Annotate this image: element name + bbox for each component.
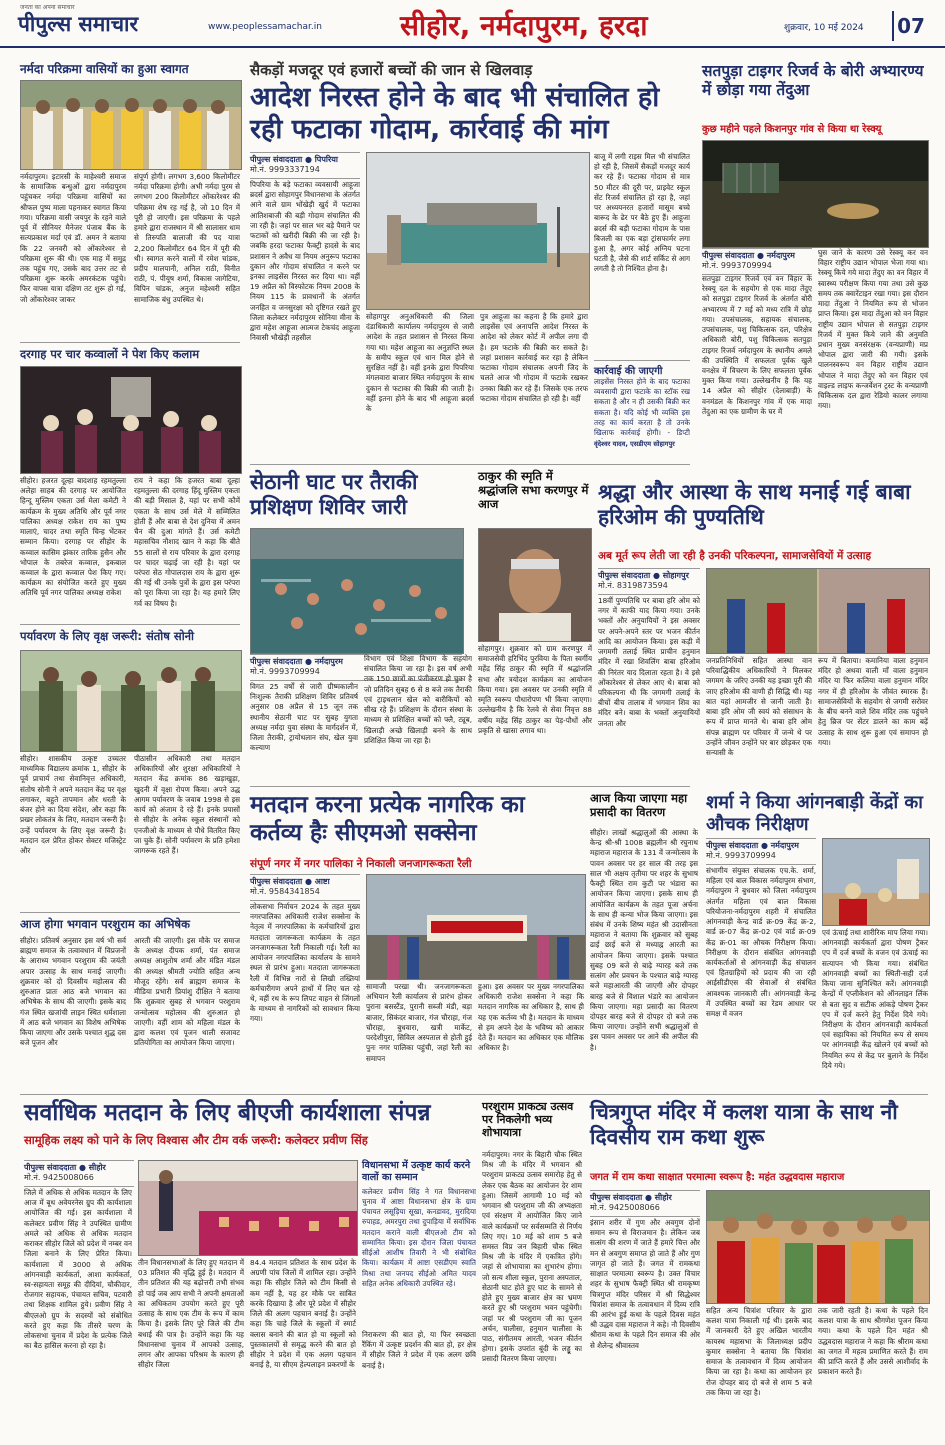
mobile-number: मो.नं. 9993709994 [702,261,772,271]
newspaper-logo: पीपुल्स समाचार [18,12,139,36]
felicitation-text: कलेक्टर प्रवीण सिंह ने गत विधानसभा चुनाव में आष्टा विधानसभा क्षेत्र के ग्राम पंचायत लसूड़िया सूखा, कनडावद, मुरादिया रुपाहड, अमरपुरा तथा दुपाड़िया में सर्वाधिक मतदान कराने वाली बीएलओ टीम को सम्मानित किया। इस दौरान जिला पंचायत सीईओ आशीष तिवारी ने भी संबोधित किया। कार्यक्रम में आष्टा एसडीएम स्वाति मिश्रा तथा जनपद सीईओ अमित यादव सहित अनेक अधिकारी उपस्थित रहे। [362,1186,476,1288]
narmada-body [20,172,240,338]
firecracker-photo-caption: सोहागपुर अनुअधिकारी की जिला दंडाधिकारी कार्यालय नर्मदापुरम से जारी आदेश के तहत प्रशासन से निरस्त किया गया था। महेश आहूजा का अनुज्ञप्ति स्थल के समीप स्कूल एवं धान मिल होने से सुरक्षित नहीं है। वहीं इनके द्वारा पिपरिया मंगलवारा बाजार स्थित नर्मदापुरम के साथ दुकान से फटाका की बिक्री की जाती है। वहीं इतना होने के बाद भी आहूजा ब्रदर्स के [366,312,474,413]
photo-tree-planting [20,650,242,752]
satpura-headline: सतपुड़ा टाइगर रिजर्व के बोरी अभ्यारण्य में छोड़ा गया तेंदुआ [702,62,924,99]
divider [20,912,240,913]
satpura-byline [702,248,812,275]
bjp-body-1: जिले में अधिक से अधिक मतदान के लिए आज में बूथ अवेयरनेस ग्रुप की कार्यशाला आयोजित की गई। इस कार्यशाला में कलेक्टर प्रवीण सिंह ने उपस्थित ग्रामीण अमले को अधिक से अधिक मतदान कराकर सीहोर जिले को प्रदेश में नम्बर वन जिला बनाने के लिए प्रेरित किया। कार्यशाला में 3000 से अधिक आंगनवाड़ी कार्यकर्ता, आशा कार्यकर्ता, स्व-सहायता समूह की दीदियां, चौकीदार, रोजगार सहायक, पंचायत सचिव, पटवारी तथा शिक्षक शामिल हुये। प्रवीण सिंह ने बीएलओ ग्रुप के सदस्यों को संबोधित करते हुए कहा कि तीसरे चरण के लोकसभा चुनाव में प्रदेश के प्रत्येक जिले का बैठ हासिल करना हो रहा है। [24,1188,132,1351]
divider [20,624,240,625]
headline: ठाकुर की स्मृति में श्रद्धांजलि सभा करणपुर में आज [478,469,589,511]
environment-story [20,630,240,644]
headline: परशुराम प्राकट्य उत्सव पर निकलेगी भव्य शोभायात्रा [482,1100,574,1140]
parshuram-event-story [20,918,240,932]
voting-body-3: हुआ। इस अवसर पर मुख्य नगरपालिका अधिकारी राजेश सक्सेना ने कहा कि मतदान नागरिक का अधिकार है, साथ ही यह एक कर्तव्य भी है। मतदान के माध्यम से हम अपने देश के भविष्य को आकार देते हैं। मतदान का अधिकार एक मौलिक अधिकार है। [478,982,584,1053]
byline-text: पीपुल्स संवाददाता ● आष्टा [250,877,330,886]
section-title: सीहोर, नर्मदापुरम, हरदा [400,9,648,42]
action-box [594,360,690,461]
mobile-number: मो.नं. 9993337194 [250,165,320,175]
baba-headline: श्रद्धा और आस्था के साथ मनाई गई बाबा हरिओम की पुण्यतिथि [598,480,911,530]
byline-text: पीपुल्स संवाददाता ● पिपरिया [250,155,338,164]
firecracker-body-2: पुत्र आहूजा का कहना है कि हमारे द्वारा लाइसेंस एवं अनापत्ति आदेश निरस्त के आदेश को लेकर कोर्ट में अपील लगा दी है। हम फटाके की बिक्री कर सकते है। जहां प्रशासन कार्रवाई कर रहा है लेकिन फटाका गोदाम संचालक अपनी जिद के चलते आज भी गोदाम में फटाके रखकर उनका बिक्री कर रहे हैं। जिसके एक तरफ फटाका गोदाम संचालित हो रही है। वहीं [480,312,588,403]
paragraph: पीठासीन अधिकारी तथा मतदान अधिकारियों और शुरक्षा अधिकारियों ने मतदान केंद्र क्रमांक 86 खड़ाखुड़ा, खुदनी में वृक्षा रोपण किया। अपने उद्ध आगम पर्यावरण के जवाब 1998 से इस कार्य को अंजाम दे रहे हैं। इनके प्रयासों से सीहोर के अनेक स्कूल संस्थानों को एनजीओ के माध्यम से पौधे वितरित किए जा चुके हैं। सोनी पर्यावरण के प्रति हमेशा जागरूक रहते हैं। [134,754,240,855]
paragraph: संपूर्ण होगी। लगभग 3,600 किलोमीटर नर्मदा परिक्रमा होगी। अभी नर्मदा पुरम से लगभग 200 किलोमीटर ओंकारेश्वर की परिक्रमा शेष रह गई है, जो 10 दिन में पूरी हो जाएगी। इस परिक्रमा के पहले हमारे द्वारा राजस्थान में श्री सालासर धाम से तिरुपति बालाजी की पद यात्रा 2,200 किलोमीटर 64 दिन में पूरी की थी। स्वागत करने वालों में रमेश चांडक, प्रदीप मालपानी, अनिल राठी, विनीत राठी, पं. पीयूष शर्मा, विकास जागेटिया, विपिन चांडक, अनुज महेश्वरी सहित सामाजिक बंधु उपस्थित थे। [134,172,240,304]
page-number: 07 [892,11,928,41]
narmada-story [20,62,240,76]
divider [250,786,690,787]
photo-dargah [20,366,242,474]
firecracker-body-3: बाजू में लगी राइस मिल भी संचालित हो रही है, जिसमें सैकड़ों मजदूर कार्य कर रहे हैं। फटाका गोदाम से मात्र 50 मीटर की दूरी पर, प्राइवेट स्कूल सेंट रिजर्व संचालित हो रहा है, जहां पर अध्ययनरत हजारों मासूम बच्चे बारूद के ढेर पर बैठे हुए हैं। आहूजा ब्रदर्स की बड़ी फटाका गोदाम के पास बिजली का एक बड़ा ट्रांसफार्मर लगा हुआ है, अगर कोई अग्निय घटना घटती है, जैसे की शार्ट सर्किट से आग लगती है तो निश्चित होना है। [594,152,690,274]
bjp-body-4: निराकरण की बात हो, या फिर स्वच्छता रैंकिंग में उत्कृष्ट प्रदर्शन की बात हो, हर क्षेत्र में सीहोर जिले ने प्रदेश में एक अलग छवि बनाई है। [362,1330,476,1370]
baba-body-3: रूप में बिताया। कमानिया वाला हनुमान मंदिर हो अथवा वाली माँ वाला हनुमान मंदिर या फिर कलिया वाला हनुमान मंदिर नगर में ही हरिओम के जीवंत स्मारक हैं। सामाजसेवियों के सहयोग से जगमी सरोवर के बीच बनने वाले शिव मंदिर तक पहुंचने हेतु ब्रिज पर सेंटर डालने का काम बढ़ें उत्साह के साथ शुरू हुआ एवं समापन हो गया। [818,656,928,747]
action-box-title: कार्रवाई की जाएगी [594,366,663,377]
mobile-number: मो.नं. 9993709994 [706,851,776,861]
byline-text: पीपुल्स संवाददाता ● नर्मदापुरम [706,841,799,850]
paragraph: सीहोर। हजरत दूल्हा बादशाह रहमतुल्ला अलेहा साहब की दरगाह पर आयोजित हिन्दू मुस्लिम एकता उर्स मेला कमेटी ने कार्यक्रम के मुख्य अतिथि और पूर्व नगर पालिका अध्यक्ष राकेश राय का पुष्प मालाएं, चादर तथा स्मृति चिन्ह भेंटकर सम्मान किया। दरगाह पर सीहोर के कव्वाल कासिम झंकार तारिक हुसैन और भोपाल के तबरेज कव्वाल, इकबाल कव्वाल के द्वारा कव्वाल पेश किए गए। कार्यक्रम का संयोजित करते हुए मुख्य अतिथि पूर्व नगर पालिका अध्यक्ष राकेश [20,476,126,598]
headline: नर्मदा परिक्रमा वासियों का हुआ स्वागत [20,62,189,76]
paragraph: आरती की जाएगी। इस मौके पर समाज के अध्यक्ष दीपक शर्मा, पंत समाज अध्यक्ष आशुतोष शर्मा और मंडित मंडल की अध्यक्ष श्रीमती ज्योति सहित अन्य मौजूद रहेंगे। सर्व ब्राह्मण समाज के मीडिया प्रभारी प्रियांशु दीक्षित ने बताया कि शुक्रवार सुबह से भगवान परशुराम जन्मोत्सव महोत्सव की शुरुआत हो जाएगी। वहीं शाम को महिला मंडल के द्वारा कलश एवं पूजन थाली सजावट प्रतियोगिता का आयोजन किया जाएगा। [134,936,240,1048]
firecracker-kicker: सैकड़ों मजदूर एवं हजारों बच्चों की जान से खिलवाड़ [250,61,533,79]
headline: पर्यावरण के लिए वृक्ष जरूरी: संतोष सोनी [20,629,195,643]
photo-workshop [138,1160,358,1256]
chitragupta-byline [590,1190,700,1217]
bjp-body-2: तीन विधानसभाओं के लिए हुए मतदान में 03 प्रतिशत की वृद्धि हुई है। मतदान में तीन प्रतिशत की यह बढ़ोत्तरी तभी संभव हो पाई जब आप सभी ने अपनी क्षमताओं का अधिकतम उपयोग करते हुए पूरी उत्साह के साथ एक टीम के रूप में काम किया है। इसके लिए पूरे जिले की टीम बधाई की पात्र है। उन्होंने कहा कि यह विधानसभा चुनाव में आपको उत्साह, लगन और आपका परिश्रम के कारण ही सीहोर जिला [138,1258,244,1370]
mahaprasadi-headline: आज किया जाएगा महा प्रसादी का वितरण [590,791,688,819]
chitragupta-body-2: सहित अन्य चित्रांश परिवार के द्वारा कलश यात्रा निकाली गई थी। इसके बाद में जानकारी देते हुए अखिल भारतीय कायस्थ महासभा के जिलाध्यक्ष प्रदीप कुमार सक्सेना ने बताया कि चित्रांश समाज के तत्वावधान में दिव्य आयोजन किया जा रहा है। कथा का आयोजन हर रोज दोपहर बाद दो बजे से शाम 5 बजे तक किया जा रहा है। [706,1306,812,1397]
dargah-story [20,348,240,362]
bjp-body-3: 84.4 मतदान प्रतिशत के साथ प्रदेश के अग्रणी पांच जिलों में शामिल रहा। उन्होंने कहा कि सीहोर जिले को टीम किसी से कम नहीं है, यह हर मौके पर साबित करके दिखाया है और पूरे प्रदेश में सीहोर जिले की अलग पहचान बनाई है। उन्होंने कहा कि चाहे जिले के स्कूलों में स्मार्ट क्लास बनाने की बात हो या स्कूलों को पुस्तकालयों से समृद्ध करने की बात हो सीहोर ने प्रदेश में एक अलग पहचान बनाई है, या सीएम हेल्पलाइन प्रकरणों के [250,1258,356,1370]
thakur-story [478,470,592,511]
chitragupta-body-3: तक जारी रहती है। कथा के पहले दिन कलश यात्रा के साथ श्रीगणेश पूजन किया गया। कथा के पहले दिन महंत श्री उद्धवदास महाराज ने कहा कि श्रीराम कथा का जगत में महत्व प्रमाणित करते हैं। राम की प्राप्ति करते हैं और उससे आशीर्वाद के प्रकाशन करते हैं। [818,1306,928,1377]
photo-inspection [822,838,930,926]
parshuram-yatra-body: नर्मदापुरम। नगर के बिहारी चौक स्थित मिश्र जी के मंदिर में भगवान श्री परशुराम प्राकट्य उत्सव समारोह हेतु से लेकर एक बैठक का आयोजन देर शाम हुआ। जिसमें आगामी 10 मई को भगवान श्री परशुराम जी की अभ्यक्षता एवं संरक्षण में आयोजित किए जाने वाले कार्यक्रमों पर सर्वसम्मति से निर्णय लिए गए। 10 मई को शाम 5 बजे समस्त विप्र जन बिहारी चौक स्थित मिश्र जी के मंदिर में एकत्रित होंगे। जहां से शोभायात्रा का शुभारंभ होगा। जो सत्य शीला स्कूल, पुराना अस्पताल, सेठानी घाट होते हुए घाट के सामने से होते हुए मुख्य बाजार क्षेत्र का भ्रमण करते हुए श्री परशुराम भवन पहुंचेगी। जहां पर श्री परशुराम जी का पूजन अर्चन, चालीसा, हनुमान चालीसा के पाठ, संगीतमय आरती, भजन कीर्तन होगा। इसके उपरांत बूंदी के लड्डू का प्रसादी वितरण किया जाएगा। [482,1150,582,1364]
photo-portrait [478,528,592,642]
paragraph: राय ने कहा कि हजरत बाबा दूल्हा रहमतुल्ला की दरगाह हिंदू मुस्लिम एकता की बड़ी मिसाल है, यहां पर सभी कौमें एकता के साथ उर्स मेले में सम्मिलित होती हैं और बाबा से देश दुनिया में अमन चैन की दुआ मांगते हैं। उर्स कमेटी महासचिव नौशाद खान ने कहा कि बीते 55 सालों से राय परिवार के द्वारा दरगाह पर चादर चढ़ाई जा रही है। यहां पर परंपरा सेठ गोपालदास राय के द्वारा शुरू की गई थी उनके पुत्रों के द्वारा इस परंपरा को पूरा किया जा रहा है। यह हमारे लिए गर्व का विषय है। [134,476,240,608]
website: www.peoplessamachar.in [208,22,322,32]
byline-text: पीपुल्स संवाददाता ● सीहोर [590,1193,672,1202]
environment-body [20,754,240,908]
mobile-number: मो.नं. 9425008066 [24,1173,94,1183]
paragraph: नर्मदापुरम। इटारसी के माहेश्वरी समाज के सामाजिक बन्धुओं द्वारा नर्मदापुरम पहुंचकर नर्मदा परिक्रमा वासियों का श्रीफल पुष्प माला पहनाकर स्वागत किया गया। परिक्रमा वासी जयपुर के रहने वाले पूर्व में सीनियर मैनेजर पंजाब बैंक के सत्यप्रकाश मर्दा एवं डॉ. अमन ने बताया कि 22 जनवरी को ओंकारेश्वर से परिक्रमा शुरू की थी। एक माह में समुद्र तक पहुंच गए, उसके बाद उत्तर तट से परिक्रमा शुरू करके अमरकंटक पहुंचे। फिर वापस यात्रा दक्षिण तट शुरू हो गई, जो ओंकारेश्वर जाकर [20,172,126,304]
baba-subhead: अब मूर्त रूप लेती जा रही है उनकी परिकल्पना, सामाजसेवियों में उत्साह [598,550,872,562]
paragraph: सीहोर। शासकीय उत्कृष्ट उच्चतर माध्यमिक विद्यालय क्रमांक 1, सीहोर के पूर्व प्राचार्य तथा सेवानिवृत्त अधिकारी, संतोष सोनी ने अपने मतदान केंद्र पर वृक्ष लगाकर, बहुते तापमान और धरती के बंजर होने का दिया संदेश, और कहा कि प्रखर लोकतंत्र के लिए, मतदान जरूरी है। उन्हें पर्यावरण के लिए वृक्ष जरूरी है। मतदान दल प्रेरित होकर सेक्टर मजिस्ट्रेट और [20,754,126,855]
paragraph: सीहोर। प्रतिवर्ष अनुसार इस वर्ष भी सर्व ब्राह्मण समाज के तत्वावधान में विप्रजनों के आराध्य भगवान परशुराम की जयंती अपार उत्साह के साथ मनाई जाएगी। शुक्रवार को दो दिवसीय महोत्सव की शुरुआत प्रातः आठ बजे भगवान का अभिषेक के साथ की जाएगी। इसके बाद गंज स्थित खजांची लाइन स्थित धर्मशाला में आठ बजे भगवान का विशेष अभिषेक किया जाएगा और उसके पश्चात शुद्ध दस बजे पूजन और [20,936,126,1048]
baba-body-1: 18वीं पुण्यतिथि पर बाबा हरि ओम को नगर में काफी याद किया गया। उनके भक्तों और अनुयायियों ने इस अवसर पर अपने-अपने स्तर पर भजन कीर्तन आदि का आयोजन किया। इस कड़ी में जगमगी तलाई स्थित प्राचीन हनुमान मंदिर में रखा शिवलिंग बाबा हरिओम की निरंतर याद दिलाता रहता है। वे इसे ओंकारेश्वर से लेकर आए थे। बाबा को परिकल्पना थी कि जगमगी तलाई के बीचों बीच तालाब में भगवान शिव का मंदिर बने। बाबा के भक्तों अनुयायियों जनता और [598,596,700,728]
divider [20,1094,928,1095]
firecracker-headline: आदेश निरस्त होने के बाद भी संचालित हो रही फटाका गोदाम, कार्रवाई की मांग [250,82,660,146]
aanganwadi-body-2: एवं ऊंचाई तथा शारीरिक माप लिया गया। आंगनवाड़ी कार्यकर्ता द्वारा पोषण ट्रैकर एप में दर्ज बच्चों के वजन एवं ऊंचाई का सत्यापन भी किया गया। संबंधित आंगनवाड़ी बच्चों का स्थिती-सही दर्ज किया जाना सुनिश्चित करें। आंगनवाड़ी केन्द्रों में एप्लीकेशन को ऑनलाइन लिंक से बता सुद व सटीक आंकड़े पोषण ट्रैकर एप में दर्ज करने हेतु निर्देश दिये गये। निरीक्षण के दौरान आंगनवाड़ी कार्यकर्ता एवं सहायिका को नियमित रूप से समय पर आंगनवाड़ी केंद्र खोलने एवं बच्चों को नियमित रूप से केंद्र पर बुलाने के निर्देश दिये गये। [822,928,928,1070]
mobile-number: मो.नं. 9993709994 [250,667,320,677]
aanganwadi-body-1: संभागीय संयुक्त संचालक एच.के. शर्मा, महिला एवं बाल विकास नर्मदापुरम संभाग, नर्मदापुरम ने बुधवार को जिला नर्मदापुरम अंतर्गत महिला एवं बाल विकास परियोजना-नर्मदापुरम शहरी में संचालित आंगनवाड़ी केन्द्र वार्ड क्र-09 केंद्र क्र-2, वार्ड क्र-07 केंद्र क्र-02 एवं वार्ड क्र-09 केंद्र क्र-01 का औचक निरीक्षण किया। निरीक्षण के दौरान संबंधित आंगनवाड़ी कार्यकर्ताओं से आंगनवाड़ी केंद्र संचालन एवं हितग्राहियों को प्रदाय की जा रही आईसीडीएस की सेवाओं से संबंधित आवश्यक जानकारी ली। आंगनवाड़ी केन्द्र में उपस्थित बच्चों का रेडम आधार पर समक्ष में वजन [706,866,816,1019]
headline: आज होगा भगवान परशुराम का अभिषेक [20,917,190,931]
byline-text: पीपुल्स संवाददाता ● नर्मदापुरम [702,251,795,260]
divider [20,342,240,343]
baba-byline [598,568,700,595]
byline-text: पीपुल्स संवाददाता ● सोहागपुर [598,571,689,580]
photo-swimming-camp [250,528,464,654]
voting-photo-caption: सामाजी परखा थी। जनजागरूकता अभियान रैली कार्यालय से प्रारंभ होकर पुराना बसस्टैंड, पुरानी सब्जी मंडी, बड़ा बाजार, सिकंदर बाजार, गंज चौराहा, गंज चौराहा, बुधवारा, खत्री मार्केट, परदेशीपुरा, सिविल अस्पताल से होती हुई पुनः नगर पालिका पहुंची, जहां रैली का समापन [366,982,472,1063]
photo-godown [366,152,590,310]
mobile-number: मो.नं. 8319873594 [598,581,668,591]
firecracker-byline [250,152,360,179]
photo-parikrama-welcome [20,80,242,170]
byline-text: पीपुल्स संवाददाता ● नर्मदापुरम [250,657,343,666]
dargah-body [20,476,240,620]
issue-date: शुक्रवार, 10 मई 2024 [784,23,864,33]
sethani-headline: सेठानी घाट पर तैराकी प्रशिक्षण शिविर जारी [250,470,418,520]
mobile-number: मो.नं. 9584341854 [250,887,320,897]
divider [250,464,690,465]
voting-body-1: लोकसभा निर्वाचन 2024 के तहत मुख्य नगरपालिका अधिकारी राजेश सक्सेना के नेतृत्व में नगरपालिका के कर्मचारियों द्वारा मतदाता जागरूकता कार्यक्रम के तहत जनजागरूकता रैली निकाली गई। रैली का आयोजन नगरपालिका कार्यालय के सामने स्थल से प्रारंभ हुआ। मतदाता जागरूकता रैली में विभिन्न नारों से लिखी तख्तियां कर्मचारीगण अपने हाथों में लिए चल रहे थे, वहीं रथ के रूप लिपट वाहन से जिंगलों के माध्यम से नागरिकों को सावधान किया गया। [250,902,360,1024]
sethani-body-2: विभाग एवं शिक्षा विभाग के सहयोग संचालित किया जा रहा है। इस वर्ष अभी तक 150 छात्रों का पंजीकरण हो चुका है जो प्रतिदिन सुबह 6 से 8 बजे तक तैराकी एवं ट्राइथलान खेल को बारीकियों को सीख रहे हैं। प्रशिक्षण के दौरान संस्था के माध्यम से प्रशिक्षित बच्चों को फ्लै, ट्यूब, खिलाड़ी अच्छे खिलाड़ी बनने के साथ प्रशिक्षित किया जा रहा है। [364,654,472,745]
voting-subhead: संपूर्ण नगर में नगर पालिका ने निकाली जनजागरूकता रैली [250,858,472,870]
bjp-byline [24,1160,134,1187]
voting-byline [250,874,360,901]
satpura-body-2: घुस जाने के कारण उसे रेस्क्यू कर वन विहार राष्ट्रीय उद्यान भोपाल भेजा गया था। रेस्क्यू किये गये मादा तेंदुए का वन विहार में स्वास्थ्य परीक्षण किया गया तथा उसे कुछ समय तक क्वारेंटाइन रखा गया। इस दौरान मादा तेंदुआ ने नियमित रूप से भोजन प्राप्त किया। इस मादा तेंदुआ को वन विहार राष्ट्रीय उद्यान भोपाल से सतपुड़ा टाइगर रिजर्व में मुक्त किये जाने की अनुमति प्रधान मुख्य वनसंरक्षक (वन्यप्राणी) मप्र भोपाल द्वारा जारी की गयी। इसके पालनस्वरूप वन विहार राष्ट्रीय उद्यान भोपाल ने मादा तेंदुए को वन विहार एवं वाइल्ड लाइफ कन्जर्वेशन ट्रस्ट के वन्यप्राणी चिकित्सक दल द्वारा रेडियो कालर लगाया गया। [818,248,928,411]
baba-body-2: जनप्रतिनिधियों सहित आस्था वान परिवाद्धिकीय अधिकारियों ने मिलकर जगमग के जरिए उनकी यह इच्छा पूरी की जाए हरिओम की वाणी ही सिद्धि थी। यह बात यहां आमजीर से जानी जाती है। बाबा हरि ओम जी स्वयं को संसाधन के रूप में प्राप्त मानते थे। बाबा हरि ओम संपन्न ब्राह्मण पर परिवार में जन्मे थे पर उन्होंने जीवन उन्होंने घर बार छोड़कर एक सन्यासी के [706,656,812,757]
action-box-text: लाइसेंस निरस्त होने के बाद फटाका व्यवसायी द्वारा फटाके का स्टॉक रख सकता है और न ही उसकी बिक्री कर सकता है। यदि कोई भी व्यक्ति इस तरह का कार्य करता है तो उनके खिलाफ कार्रवाई होगी। - डिप्टी [594,377,690,438]
aanganwadi-headline: शर्मा ने किया आंगनबाड़ी केंद्रों का औचक निरीक्षण [706,792,923,835]
satpura-subhead: कुछ महीने पहले किशनपुर गांव से किया था रेस्क्यू [702,124,882,135]
photo-awareness-rally [366,874,586,980]
action-box-signature: वृंदेश्वर यादव, एसडीएम सोहागपुर [594,440,675,448]
bjp-headline: सर्वाधिक मतदान के लिए बीएजी कार्यशाला संपन्न [24,1100,431,1126]
chitragupta-body-1: इंसान शरीर में गुण और अवगुण दोनों समान रूप से विराजमान है। लेकिन जब सत्संग की शरण में जाते हैं हमारे चित्त और मन से अवगुण समाप्त हो जाते हैं और गुण जागृत हो जाते हैं। जगत में रामकथा साक्षात परमात्मा स्वरूप है। उक्त विचार शहर के सुभाष फैक्ट्री स्थित श्री रामकृष्ण चित्रगुप्त मंदिर परिसर में श्री सिद्धेश्वर चित्रांश समाज के तत्वावधान में दिव्य रात्रि की आरंभ हुई कथा के पहले दिवस महंत श्री उद्धव दास महाराज ने कहे। नौ दिवसीय श्रीराम कथा के पहले दिन समाज की ओर से शैलेन्द्र श्रीवास्तव [590,1218,700,1350]
sethani-body-1: विगत 25 वर्षों से जारी ग्रीष्मकालीन निःशुल्क तैराकी प्रशिक्षण शिविर प्रतिवर्ष अनुसार 08 अप्रैल से 15 जून तक स्थानीय सेठानी घाट पर सुबह युगता अध्यक्ष नर्मदा युवा संस्था के मार्गदर्शन में, जिला तैराकी, ट्रायोथलान संघ, खेल युवा कल्याण [250,682,358,753]
felicitation-title: विधानसभा में उत्कृष्ट कार्य करने वालों का सम्मान [362,1160,471,1183]
masthead [0,0,945,48]
byline-text: पीपुल्स संवाददाता ● सीहोर [24,1163,106,1172]
headline: दरगाह पर चार कव्वालों ने पेश किए कलाम [20,347,200,361]
bjp-subhead: सामूहिक लक्ष्य को पाने के लिए विश्वास और टीम वर्क जरूरी: कलेक्टर प्रवीण सिंह [24,1133,368,1147]
tagline: जनता का अपना समाचार [20,4,75,11]
chitragupta-headline: चित्रगुप्त मंदिर में कलश यात्रा के साथ नौ दिवसीय राम कथा शुरू [590,1100,898,1150]
photo-leopard-release [702,140,929,248]
thakur-body: सोहागपुर। शुक्रवार को ग्राम करणपुर में समाजसेवी हरिभिंद पुरविया के पिता स्वर्गीय महेंद्र सिंह ठाकुर की स्मृति में श्रद्धांजलि सभा और त्रयोदश कार्यक्रम का आयोजन किया गया। इस अवसर पर उनकी स्मृति में स्मृति स्वरूप पौधारोपण भी किया जाएगा। उल्लेखनीय है कि रेलवे से सेवा निवृत्त 88 वर्षीय महेंद्र सिंह ठाकुर का पेड़-पौधों और प्रकृति से खासा लगाव था। [478,644,592,735]
photo-kalash-yatra [706,1190,930,1304]
firecracker-body-1: पिपरिया के बड़े फटाका व्यवसायी आहूजा ब्रदर्स द्वारा सोहागपुर विधानसभा के अंतर्गत आने वाले ग्राम भोंखेड़ी खुर्द में फटाका आतिशबाजी की बड़ी गोदाम संचालित की जा रही है। जहां पर साल भर बड़े पैमाने पर फटाकों को खरीदी बिक्री की जा रही है। जबकि हरदा फटाका फैक्ट्री हादसे के बाद प्रशासन ने अवैध या नियम अनुरूप फटाका दुकान और गोदाम संचालित न करने पर इनका लाइसेंस निरस्त कर दिया था। वहीं 19 अप्रैल को विस्फोटक नियम 2008 के नियम 115 के प्रावधानों के अंतर्गत जनहित व जनसुरक्षा को दृष्टिगत रखते हुए जिला कलेक्टर नर्मदापुरम सोनिया मीना के द्वारा महेश आहूजा आत्मज टेकचंद आहूजा निवासी भौखेड़ी तहसील [250,180,360,343]
felicitation-box [362,1160,476,1326]
satpura-body-1: सतपुड़ा टाइगर रिजर्व एवं वन विहार के रेस्क्यू दल के सहयोग से एक मादा तेंदुए को सतपुड़ा टाइगर रिजर्व के अंतर्गत बोरी अभ्यारण्य में 7 मई को मध्य रात्रि में छोड़ गया। उपसंचालक, सहायक संचालक, उपसंचालक, पशु चिकित्सक दल, परिक्षेत्र अधिकारी बोरी, पशु चिकित्सक सतपुड़ा टाइगर रिजर्व नर्मदापुरम के स्थानीय अमले की उपस्थिति में सफलता पूर्वक खुले वनक्षेत्र में विचरण के लिए सफलता पूर्वक मुक्त किया गया। उल्लेखनीय है कि यह 14 अप्रैल को सीहोर (देलाबाड़ी) के वनमंडल के किशनपुर गांव में एक मादा तेंदुआ का एक ग्रामीण के घर में [702,274,812,416]
parshuram-event-body [20,936,240,1088]
parshuram-yatra-story [482,1100,582,1140]
chitragupta-subhead: जगत में राम कथा साक्षात परमात्मा स्वरूप है: महंत उद्धवदास महाराज [590,1172,845,1183]
photo-memorial [706,568,930,654]
aanganwadi-byline [706,838,816,865]
voting-headline: मतदान करना प्रत्येक नागरिक का कर्तव्य हैः सीएमओ सक्सेना [250,792,525,846]
mobile-number: मो.नं. 9425008066 [590,1203,660,1213]
mahaprasadi-body: सीहोर। लाखों श्रद्धालुओं की आस्था के केन्द्र श्री-श्री 1008 ब्रह्मलीन श्री रघुनाथ महाराज महाराज के 131 वें जन्मोत्सव के पावन अवसर पर हर साल की तरह इस साल भी अक्षय तृतीया पर शहर के सुभाष फैक्ट्री स्थित राम कुटी पर भंडारा का आयोजन किया जाएगा। इसके साथ ही आयोजित कार्यक्रम के तहत पूजा अर्चना के साथ ही कन्या भोज किया जाएगा। इस संबंध में उनके शिष्य महंत श्री उदासीनता महाराज ने बताया कि शुक्रवार को सुबह ढाई छाई बजे से मध्याह्न आरती का आयोजन किया जाएगा। इसके पश्चात सुबह 09 बजे से बाढ़े ग्यारह बजे तक सत्संग और प्रवचन के पश्चात बाढ़े ग्यारह बजे महाआरती की जाएगी और दोपहर बारह बजे से विशाल भंडारे का आयोजन किया जाएगा। महा प्रसादी का वितरण दोपहर बारह बजे से दोपहर दो बजे तक किया जाएगा। उन्होंने सभी श्रद्धालुओं से इस पावन अवसर पर आने की अपील की है। [590,828,698,1052]
